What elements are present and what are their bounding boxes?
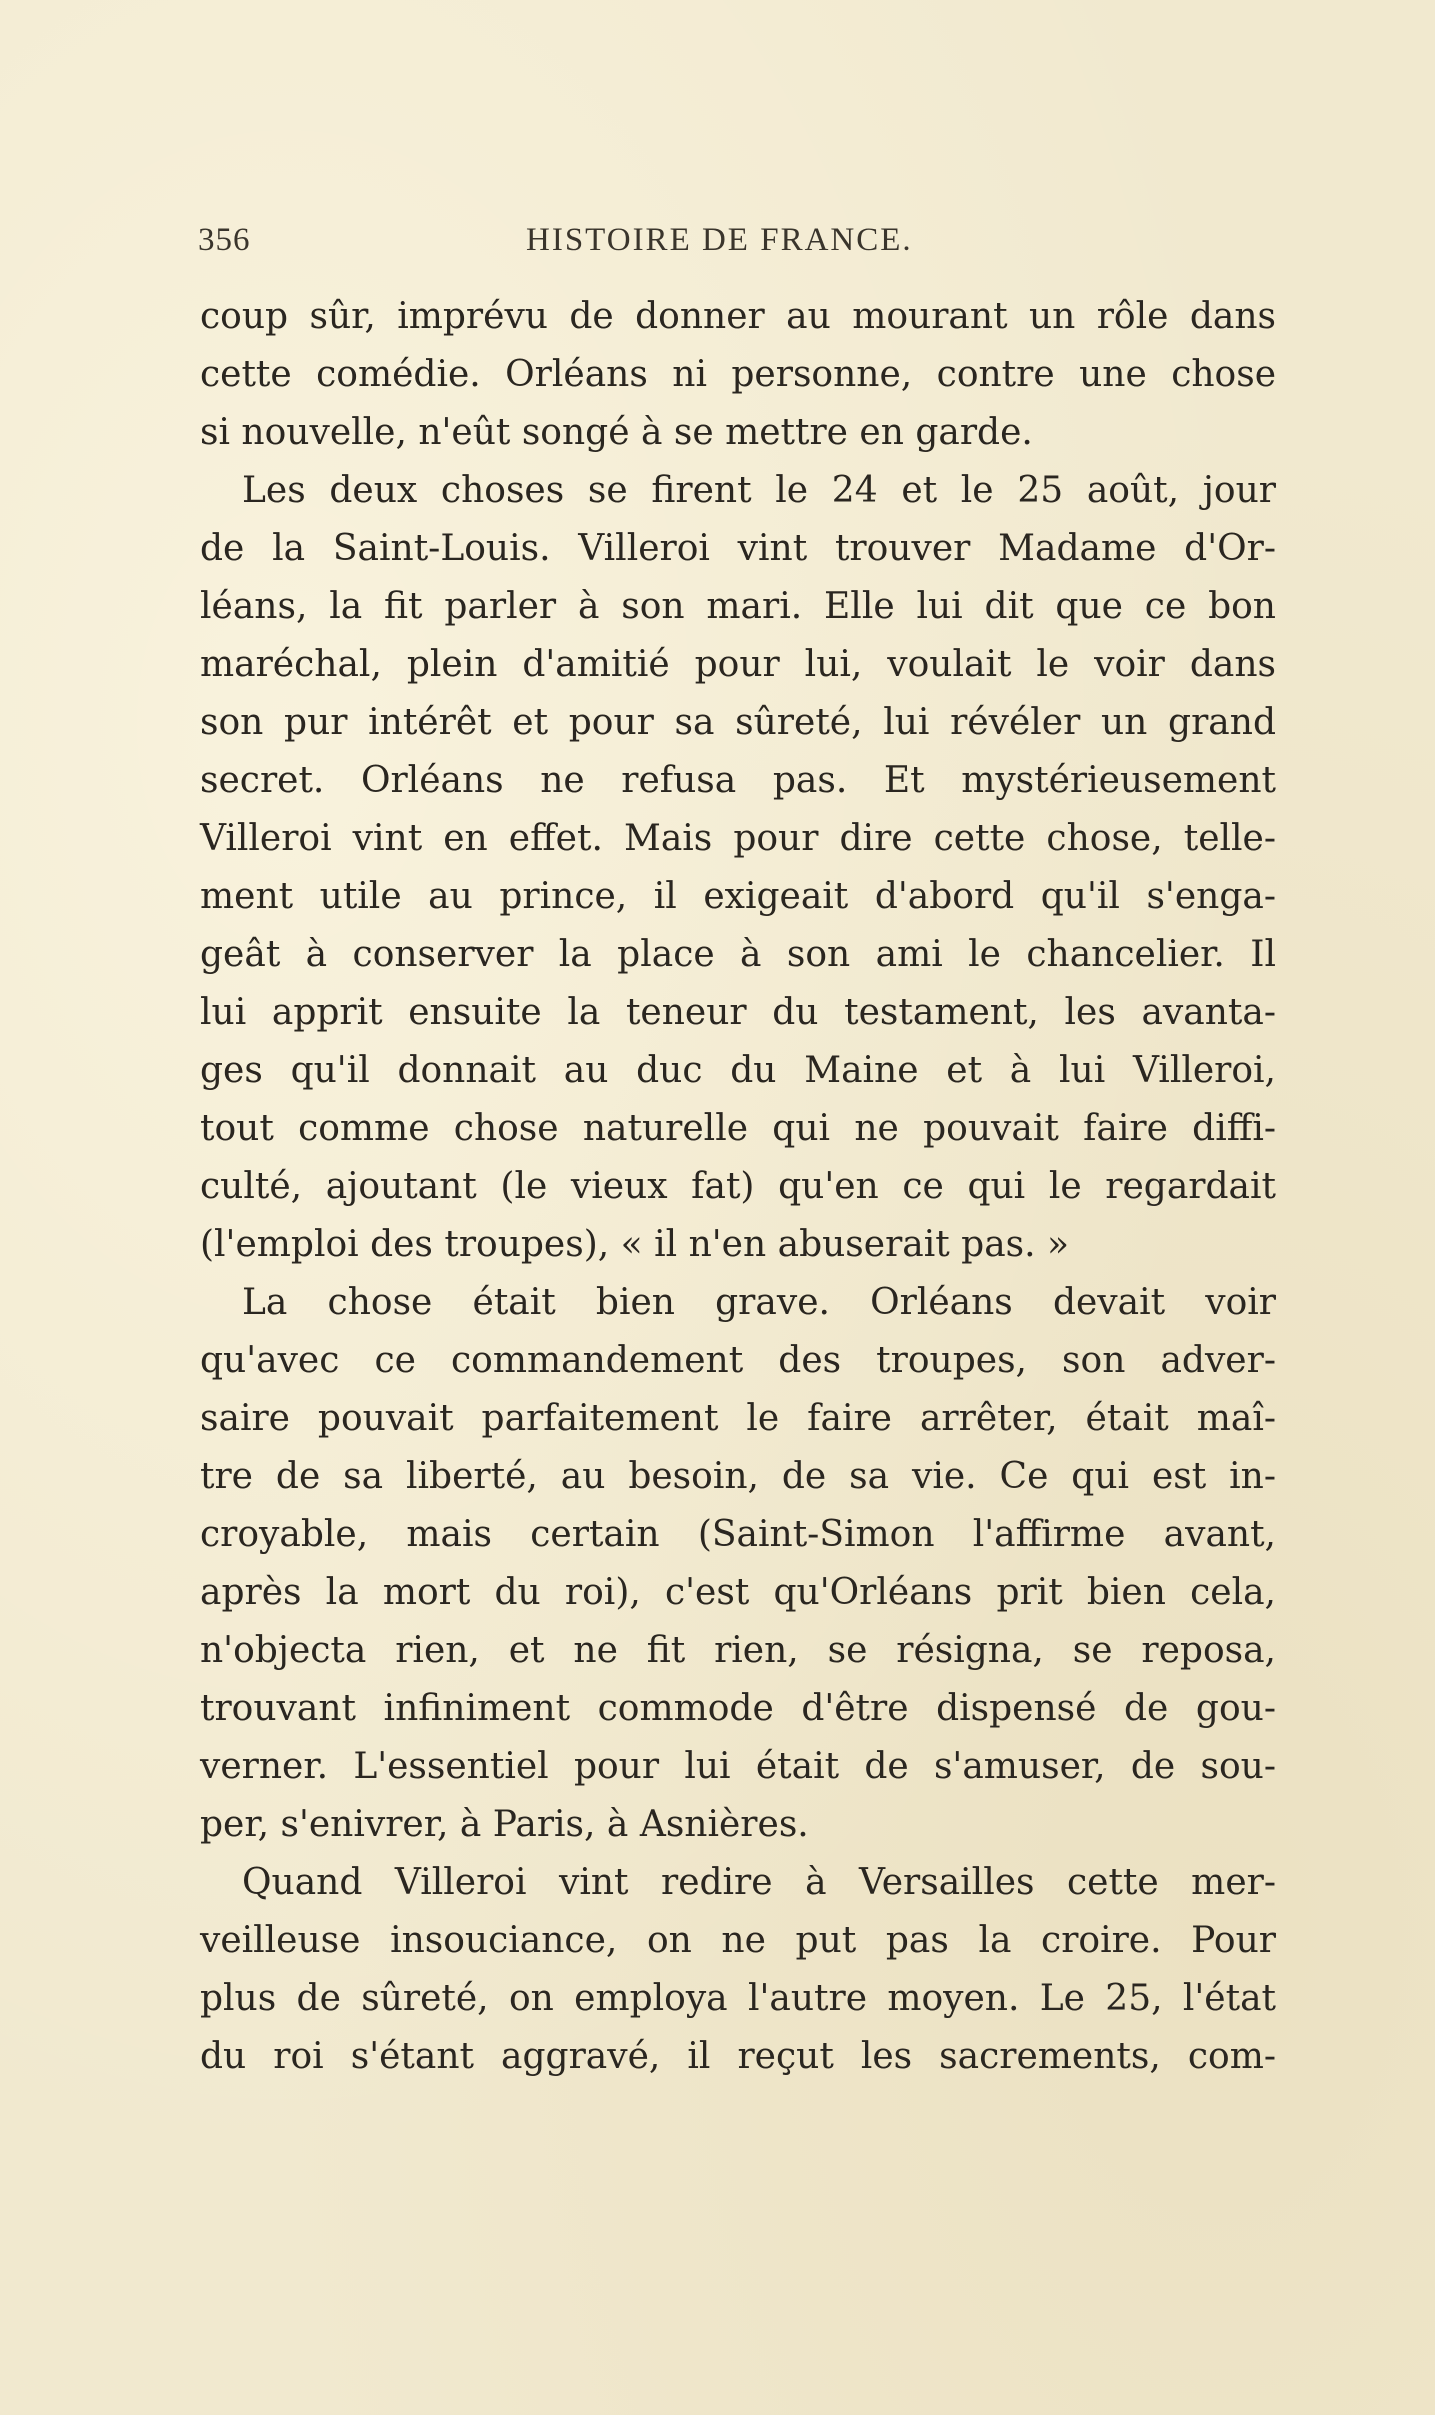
text-line: culté, ajoutant (le vieux fat) qu'en ce qui le regardait bbox=[200, 1166, 1276, 1207]
text-line: croyable, mais certain (Saint-Simon l'affirme avant, bbox=[200, 1514, 1276, 1555]
page-number: 356 bbox=[198, 222, 251, 258]
text-line: maréchal, plein d'amitié pour lui, voulait le voir dans bbox=[200, 644, 1276, 685]
running-header bbox=[198, 222, 1274, 266]
running-title: HISTOIRE DE FRANCE. bbox=[526, 222, 913, 258]
text-line: tout comme chose naturelle qui ne pouvait faire diffi- bbox=[200, 1108, 1276, 1149]
text-line: cette comédie. Orléans ni personne, contre une chose bbox=[200, 354, 1276, 395]
text-line: après la mort du roi), c'est qu'Orléans prit bien cela, bbox=[200, 1572, 1276, 1613]
text-line: du roi s'étant aggravé, il reçut les sacrements, com- bbox=[200, 2036, 1276, 2077]
text-line: (l'emploi des troupes), « il n'en abuserait pas. » bbox=[200, 1224, 1070, 1265]
text-line: verner. L'essentiel pour lui était de s'amuser, de sou- bbox=[200, 1746, 1276, 1787]
text-line: veilleuse insouciance, on ne put pas la croire. Pour bbox=[200, 1920, 1276, 1961]
text-line: La chose était bien grave. Orléans devait voir bbox=[242, 1282, 1276, 1323]
body-text bbox=[200, 288, 1276, 2086]
text-line: ges qu'il donnait au duc du Maine et à lui Villeroi, bbox=[200, 1050, 1276, 1091]
text-line: trouvant infiniment commode d'être dispensé de gou- bbox=[200, 1688, 1276, 1729]
text-line: n'objecta rien, et ne fit rien, se résigna, se reposa, bbox=[200, 1630, 1276, 1671]
text-line: Villeroi vint en effet. Mais pour dire cette chose, telle- bbox=[200, 818, 1276, 859]
text-line: saire pouvait parfaitement le faire arrêter, était maî- bbox=[200, 1398, 1276, 1439]
text-line: geât à conserver la place à son ami le chancelier. Il bbox=[200, 934, 1276, 975]
text-line: léans, la fit parler à son mari. Elle lui dit que ce bon bbox=[200, 586, 1276, 627]
text-line: qu'avec ce commandement des troupes, son adver- bbox=[200, 1340, 1276, 1381]
text-line: Les deux choses se firent le 24 et le 25 août, jour bbox=[242, 470, 1276, 511]
text-line: plus de sûreté, on employa l'autre moyen. Le 25, l'état bbox=[200, 1978, 1276, 2019]
text-line: coup sûr, imprévu de donner au mourant un rôle dans bbox=[200, 296, 1276, 337]
text-line: per, s'enivrer, à Paris, à Asnières. bbox=[200, 1804, 809, 1845]
text-line: de la Saint-Louis. Villeroi vint trouver Madame d'Or- bbox=[200, 528, 1276, 569]
text-line: lui apprit ensuite la teneur du testament, les avanta- bbox=[200, 992, 1276, 1033]
text-line: secret. Orléans ne refusa pas. Et mystérieusement bbox=[200, 760, 1276, 801]
text-line: tre de sa liberté, au besoin, de sa vie. Ce qui est in- bbox=[200, 1456, 1276, 1497]
text-line: Quand Villeroi vint redire à Versailles cette mer- bbox=[242, 1862, 1276, 1903]
text-line: ment utile au prince, il exigeait d'abord qu'il s'enga- bbox=[200, 876, 1276, 917]
text-line: son pur intérêt et pour sa sûreté, lui révéler un grand bbox=[200, 702, 1276, 743]
text-line: si nouvelle, n'eût songé à se mettre en garde. bbox=[200, 412, 1033, 453]
